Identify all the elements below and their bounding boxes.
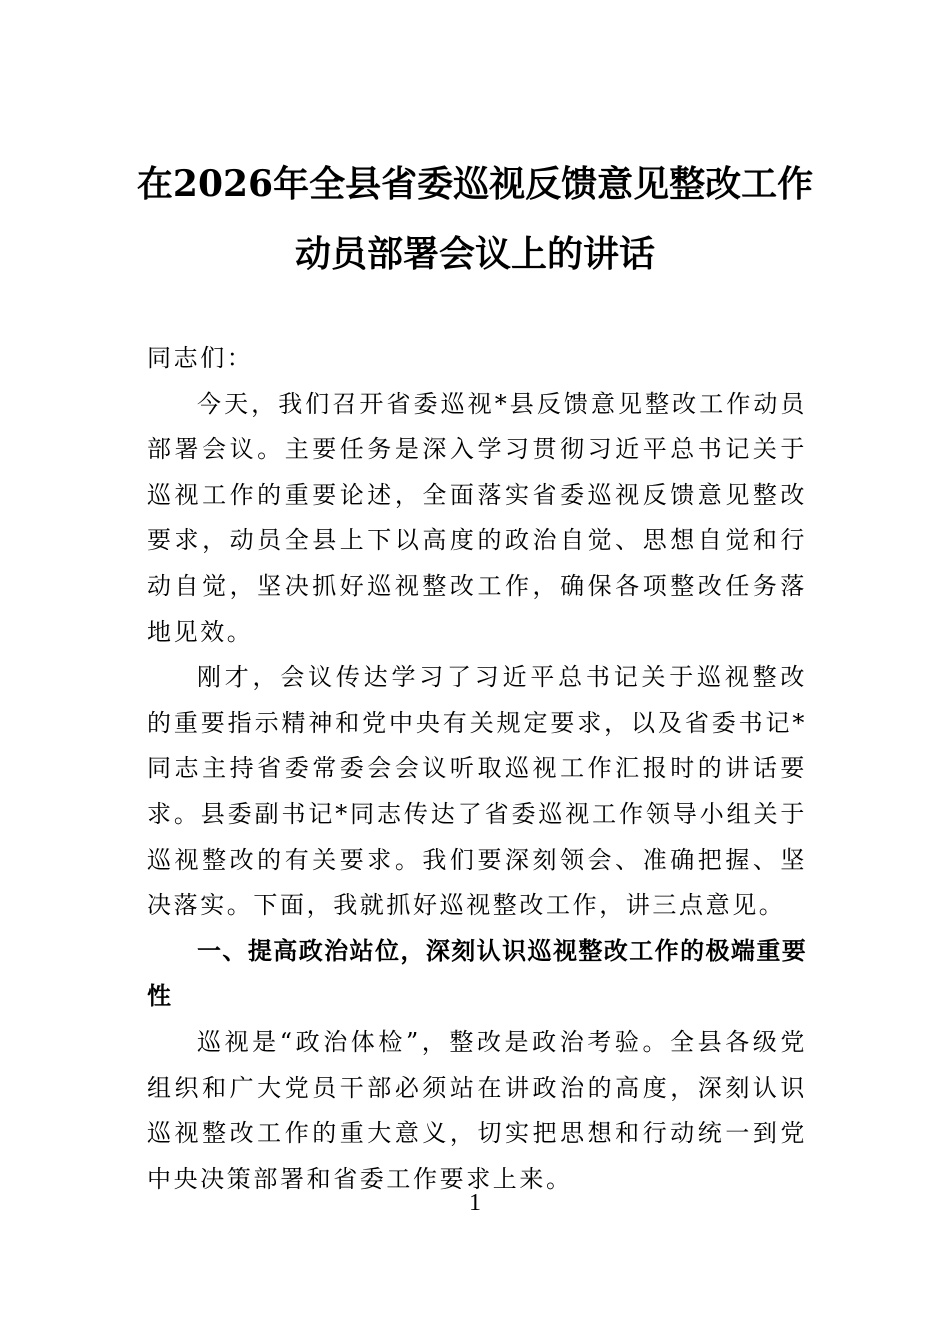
page-number: 1 [469, 1190, 481, 1216]
section-paragraph: 巡视是“政治体检”，整改是政治考验。全县各级党组织和广大党员干部必须站在讲政治的高度，深刻认识巡视整改工作的重大意义，切实把思想和行动统一到党中央决策部署和省委工作要求上来。 [147, 1027, 807, 1193]
body-paragraph: 刚才，会议传达学习了习近平总书记关于巡视整改的重要指示精神和党中央有关规定要求，以及省委书记*同志主持省委常委会会议听取巡视工作汇报时的讲话要求。县委副书记*同志传达了省委巡视工作领导小组关于巡视整改的有关要求。我们要深刻领会、准确把握、坚决落实。下面，我就抓好巡视整改工作，讲三点意见。 [147, 663, 807, 920]
document-title-line-2: 动员部署会议上的讲话 [294, 233, 655, 275]
salutation: 同志们： [147, 344, 254, 372]
body-paragraph: 今天，我们召开省委巡视*县反馈意见整改工作动员部署会议。主要任务是深入学习贯彻习近平总书记关于巡视工作的重要论述，全面落实省委巡视反馈意见整改要求，动员全县上下以高度的政治自觉、思想自觉和行动自觉，坚决抓好巡视整改工作，确保各项整改任务落地见效。 [147, 389, 807, 646]
document-body [147, 336, 807, 1202]
section-heading: 一、提高政治站位，深刻认识巡视整改工作的极端重要性 [147, 936, 807, 1011]
document-title-line-1: 在2026年全县省委巡视反馈意见整改工作 [136, 163, 814, 205]
